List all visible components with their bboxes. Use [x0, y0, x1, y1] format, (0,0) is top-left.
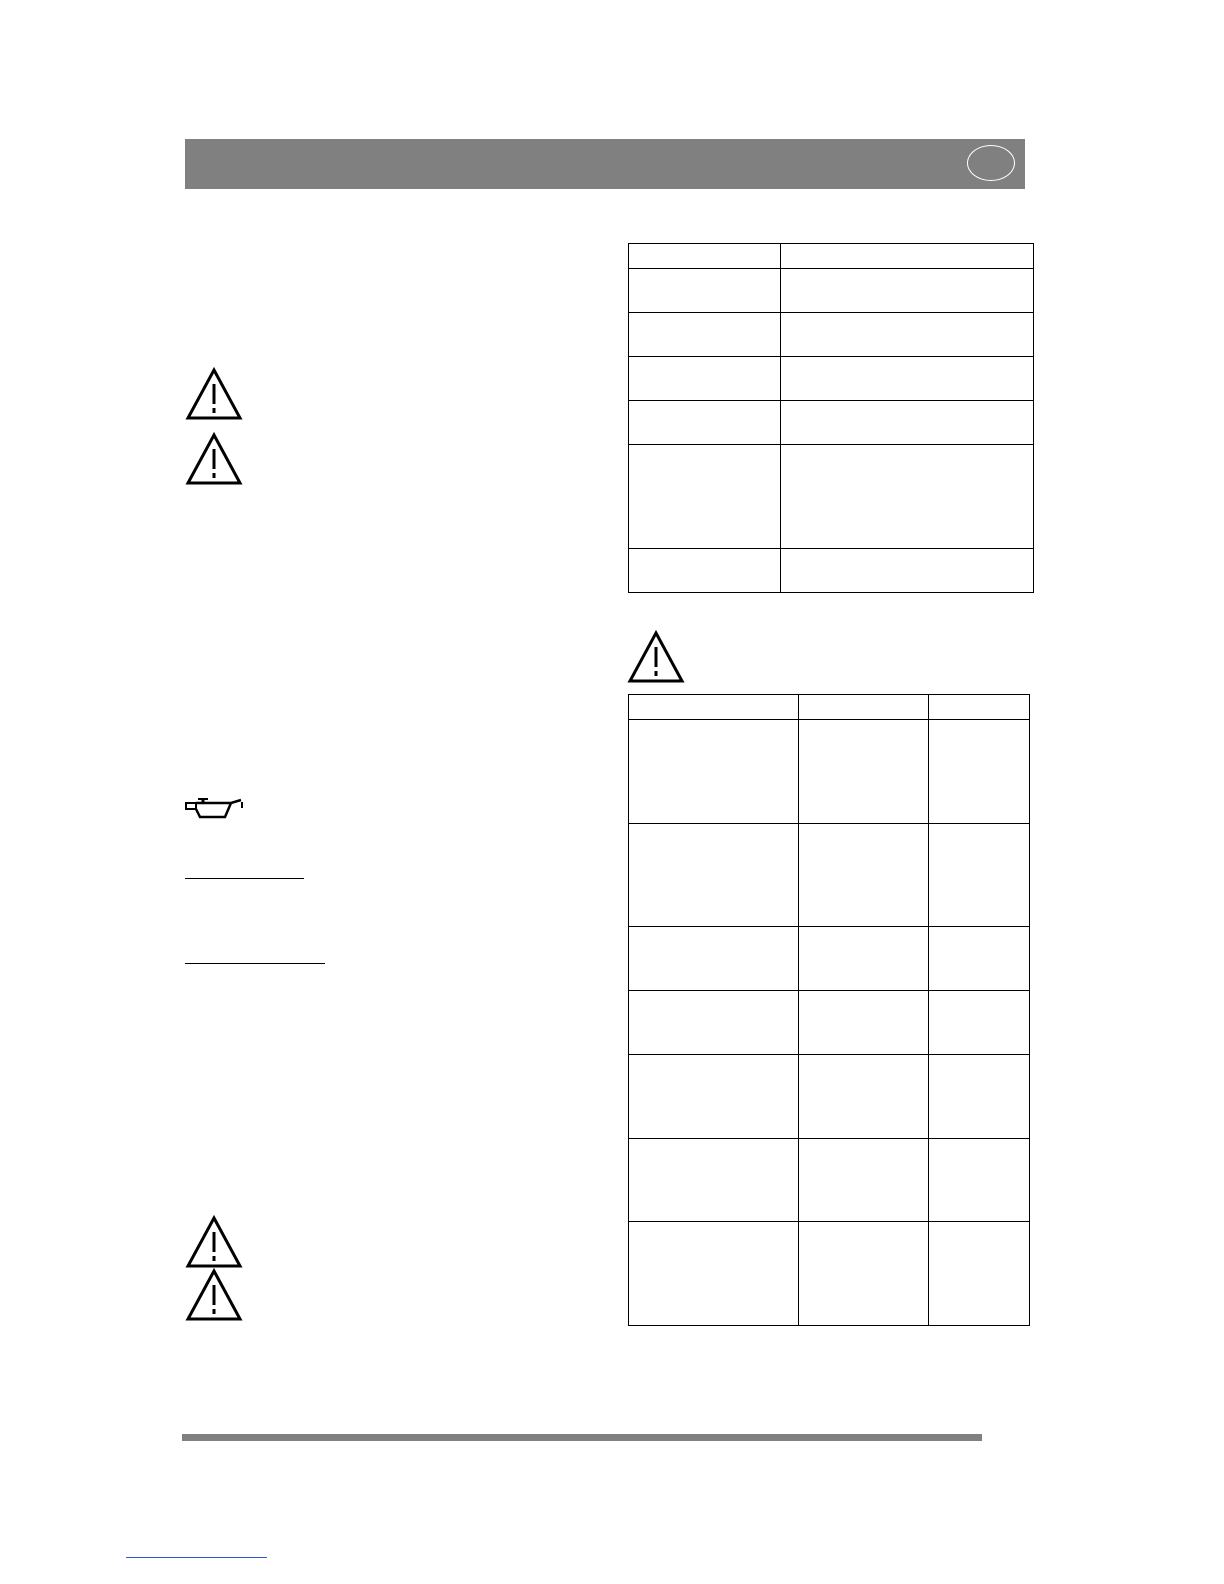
link-underline[interactable]: [126, 1557, 267, 1558]
table-cell: [629, 991, 799, 1055]
table-row: [629, 695, 1030, 720]
table-cell: [799, 824, 929, 927]
table-cell: [781, 445, 1034, 549]
footer-bar: [182, 1434, 982, 1441]
table-row: [629, 445, 1034, 549]
table-cell: [629, 1055, 799, 1139]
table-cell: [629, 244, 781, 269]
table-row: [629, 244, 1034, 269]
table-cell: [799, 1055, 929, 1139]
specification-table: [628, 243, 1034, 593]
table-row: [629, 824, 1030, 927]
oil-can-icon: [185, 798, 245, 820]
table-row: [629, 720, 1030, 824]
table-cell: [629, 1139, 799, 1222]
table-cell: [799, 720, 929, 824]
warning-triangle-icon: [185, 1215, 243, 1269]
section-underline: [185, 963, 325, 964]
table-cell: [629, 549, 781, 593]
warning-triangle-icon: [185, 432, 243, 486]
table-row: [629, 269, 1034, 313]
table-cell: [781, 313, 1034, 357]
table-cell: [629, 1222, 799, 1326]
table-cell: [929, 991, 1030, 1055]
table-cell: [799, 1222, 929, 1326]
table-cell: [629, 927, 799, 991]
table-cell: [929, 927, 1030, 991]
table-cell: [799, 695, 929, 720]
table-cell: [781, 269, 1034, 313]
table-cell: [929, 695, 1030, 720]
header-bar: [185, 139, 1025, 189]
table-row: [629, 357, 1034, 401]
table-row: [629, 991, 1030, 1055]
warning-triangle-icon: [185, 1268, 243, 1322]
table-cell: [629, 445, 781, 549]
table-cell: [629, 695, 799, 720]
table-cell: [629, 720, 799, 824]
table-cell: [781, 357, 1034, 401]
table-row: [629, 401, 1034, 445]
warning-triangle-icon: [185, 367, 243, 421]
table-cell: [629, 269, 781, 313]
table-cell: [629, 824, 799, 927]
table-row: [629, 313, 1034, 357]
table-row: [629, 1222, 1030, 1326]
table-row: [629, 927, 1030, 991]
maintenance-table: [628, 694, 1030, 1326]
table-cell: [781, 401, 1034, 445]
warning-triangle-icon: [627, 630, 685, 684]
table-cell: [799, 991, 929, 1055]
table-cell: [929, 1222, 1030, 1326]
table-cell: [929, 824, 1030, 927]
table-cell: [629, 313, 781, 357]
table-cell: [799, 1139, 929, 1222]
table-cell: [629, 401, 781, 445]
section-underline: [185, 878, 304, 879]
table-cell: [629, 357, 781, 401]
table-row: [629, 549, 1034, 593]
table-cell: [929, 1139, 1030, 1222]
table-row: [629, 1139, 1030, 1222]
language-badge-icon: [967, 145, 1015, 181]
table-cell: [781, 244, 1034, 269]
table-cell: [929, 720, 1030, 824]
table-cell: [929, 1055, 1030, 1139]
table-cell: [799, 927, 929, 991]
table-row: [629, 1055, 1030, 1139]
table-cell: [781, 549, 1034, 593]
